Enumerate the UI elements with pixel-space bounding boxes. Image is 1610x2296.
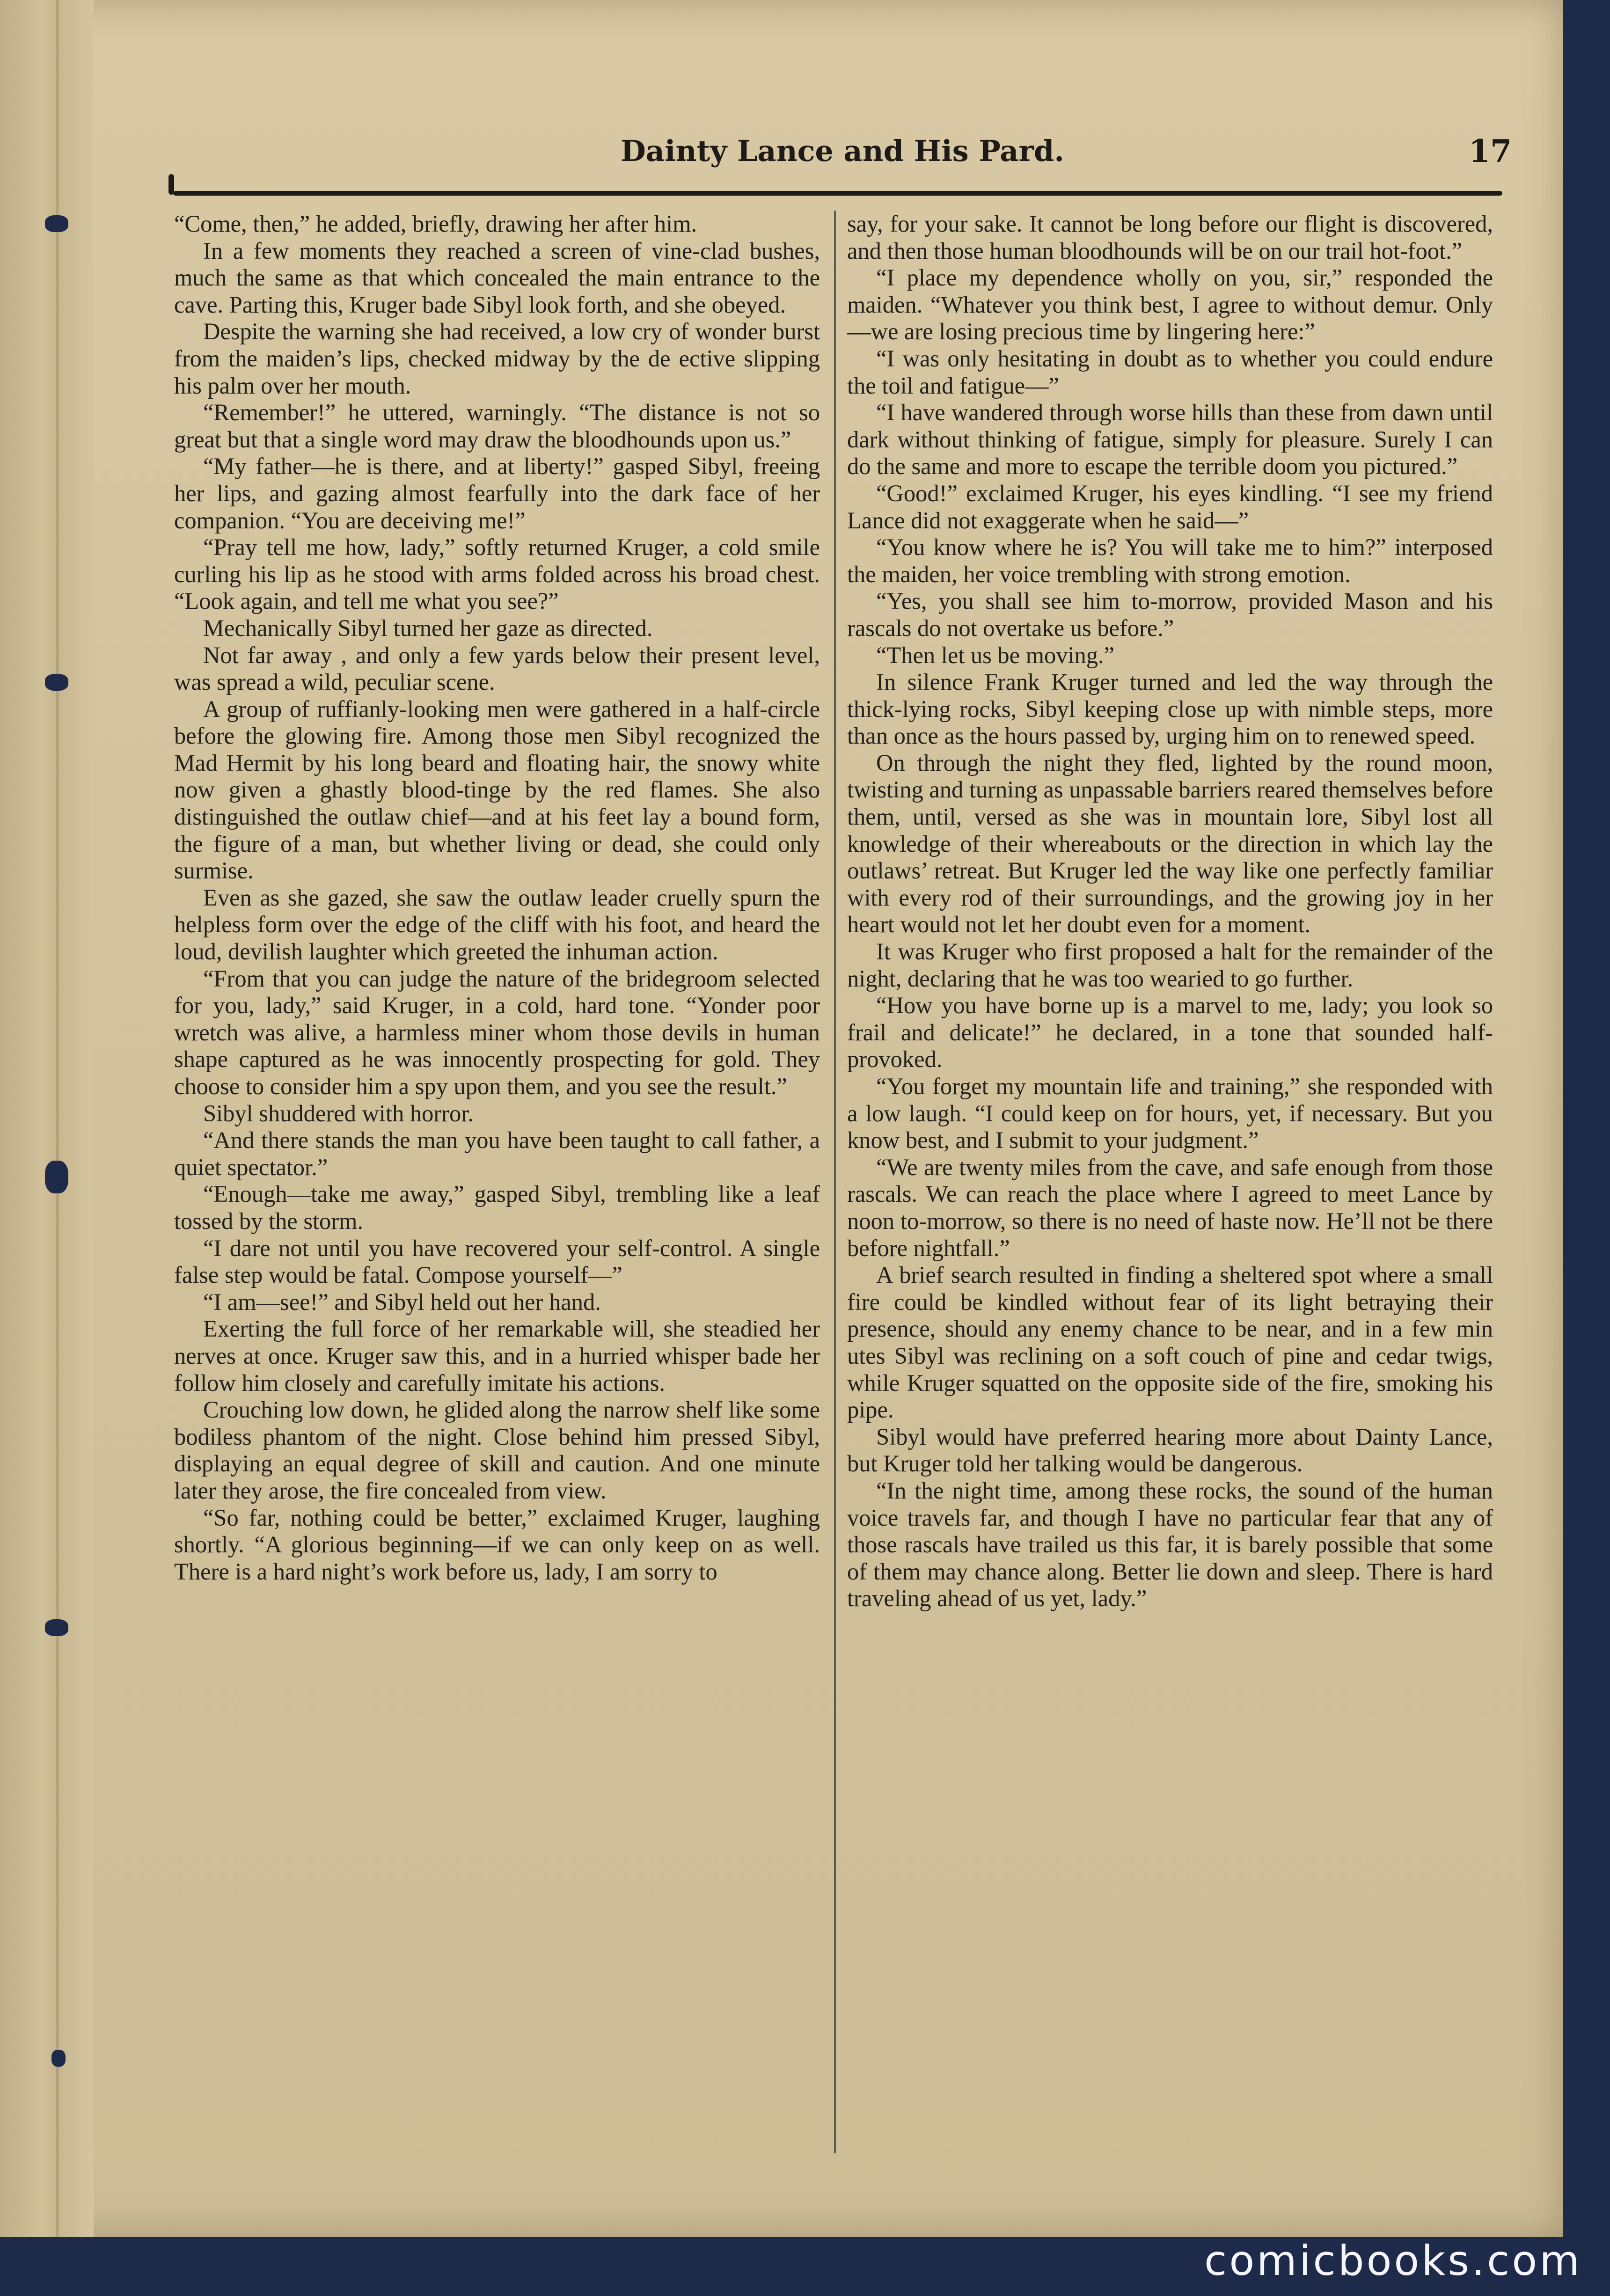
paragraph: Not far away , and only a few yards below their present level, was spread a wild, peculiar scene.	[174, 642, 820, 695]
binding-stitch-hole	[51, 2050, 66, 2067]
paragraph: A group of ruffianly-looking men were gathered in a half-circle before the glowing fire. Among those men Sibyl recognized the Mad Hermit by his long beard and floating hair, the snowy white now given a ghastly blood-tinge by the red flames. She also distinguished the outlaw chief—and at his feet lay a bound form, the figure of a man, but whether living or dead, she could only surmise.	[174, 695, 820, 884]
site-watermark: comicbooks.com	[1204, 2237, 1582, 2285]
paragraph: Exerting the full force of her remarkable will, she steadied her nerves at once. Kruger saw this, and in a hurried whisper bade her follow him closely and carefully imitate his actions.	[174, 1316, 820, 1396]
paragraph: “I was only hesitating in doubt as to whether you could endure the toil and fatigue—”	[847, 345, 1493, 399]
column-divider	[834, 211, 836, 2153]
paragraph: “I place my dependence wholly on you, sir,” responded the maiden. “Whatever you think best, I agree to without demur. Only—we are losing precious time by lingering here:”	[847, 264, 1493, 345]
paragraph: “So far, nothing could be better,” exclaimed Kruger, laughing shortly. “A glorious beginning—if we can only keep on as well. There is a hard night’s work before us, lady, I am sorry to	[174, 1504, 820, 1585]
binding-stitch-hole	[45, 1619, 68, 1636]
paragraph: “Pray tell me how, lady,” softly returned Kruger, a cold smile curling his lip as he stood with arms folded across his broad chest. “Look again, and tell me what you see?”	[174, 534, 820, 614]
paragraph: “We are twenty miles from the cave, and safe enough from those rascals. We can reach the place where I agreed to meet Lance by noon to-morrow, so there is no need of haste now. He’ll not be there before nightfall.”	[847, 1154, 1493, 1261]
paragraph: “I dare not until you have recovered your self-control. A single false step would be fatal. Compose yourself—”	[174, 1235, 820, 1288]
page-number: 17	[1469, 133, 1512, 169]
paragraph: Sibyl shuddered with horror.	[203, 1100, 474, 1126]
paragraph: Crouching low down, he glided along the narrow shelf like some bodiless phantom of the night. Close behind him pressed Sibyl, displaying an equal degree of skill and caution. And one minute later they arose, the fire concealed from view.	[174, 1397, 820, 1504]
paragraph: “I have wandered through worse hills than these from dawn until dark without thinking of fatigue, simply for pleasure. Surely I can do the same and more to escape the terrible doom you pictured.”	[847, 399, 1493, 480]
running-head	[168, 125, 1516, 177]
paragraph: “From that you can judge the nature of the bridegroom selected for you, lady,” said Kruger, in a cold, hard tone. “Yonder poor wretch was alive, a harmless miner whom those devils in human shape captured as he was innocently prospecting for gold. They choose to consider him a spy upon them, and you see the result.”	[174, 965, 820, 1099]
paragraph: “In the night time, among these rocks, the sound of the human voice travels far, and though I have no particular fear that any of those rascals have trailed us this far, it is barely possible that some of them may chance along. Better lie down and sleep. There is hard traveling ahead of us yet, lady.”	[847, 1477, 1493, 1612]
paragraph: Sibyl would have preferred hearing more about Dainty Lance, but Kruger told her talking would be dangerous.	[847, 1423, 1493, 1477]
paragraph: “You know where he is? You will take me to him?” interposed the maiden, her voice trembling with strong emotion.	[847, 534, 1493, 587]
paragraph: say, for your sake. It cannot be long before our flight is discovered, and then those human bloodhounds will be on our trail hot-foot.”	[847, 211, 1493, 264]
paragraph: “My father—he is there, and at liberty!” gasped Sibyl, freeing her lips, and gazing almost fearfully into the dark face of her companion. “You are deceiving me!”	[174, 453, 820, 534]
binding-stitch-hole	[45, 1161, 68, 1193]
binding-crease	[56, 0, 59, 2237]
paragraph: “I am—see!” and Sibyl held out her hand.	[203, 1288, 601, 1315]
paragraph: A brief search resulted in finding a sheltered spot where a small fire could be kindled without fear of its light betraying their presence, should any enemy chance to be near, and in a few min utes Sibyl was reclining on a soft couch of pine and cedar twigs, while Kruger squatted on the opposite side of the fire, smoking his pipe.	[847, 1262, 1493, 1423]
paragraph: Despite the warning she had received, a low cry of wonder burst from the maiden’s lips, checked midway by the de ective slipping his palm over her mouth.	[174, 318, 820, 399]
running-title: Dainty Lance and His Pard.	[621, 134, 1064, 168]
paragraph: Mechanically Sibyl turned her gaze as directed.	[203, 614, 653, 641]
paragraph: “Come, then,” he added, briefly, drawing her after him.	[174, 211, 697, 237]
paragraph: “Good!” exclaimed Kruger, his eyes kindling. “I see my friend Lance did not exaggerate when he said—”	[847, 480, 1493, 534]
paragraph: Even as she gazed, she saw the outlaw leader cruelly spurn the helpless form over the edge of the cliff with his foot, and heard the loud, devilish laughter which greeted the inhuman action.	[174, 884, 820, 965]
paragraph: “Yes, you shall see him to-morrow, provided Mason and his rascals do not overtake us before.”	[847, 588, 1493, 641]
paragraph: “And there stands the man you have been taught to call father, a quiet spectator.”	[174, 1127, 820, 1180]
paragraph: “Enough—take me away,” gasped Sibyl, trembling like a leaf tossed by the storm.	[174, 1181, 820, 1234]
right-text-column	[847, 211, 1493, 1612]
binding-stitch-hole	[45, 215, 68, 232]
paragraph: On through the night they fled, lighted by the round moon, twisting and turning as unpassable barriers reared themselves before them, until, versed as she was in mountain lore, Sibyl lost all knowledge of their whereabouts or the direction in which lay the outlaws’ retreat. But Kruger led the way like one perfectly familiar with every rod of their surroundings, and the growing joy in her heart would not let her doubt even for a moment.	[847, 749, 1493, 938]
paragraph: “Then let us be moving.”	[876, 642, 1115, 668]
paragraph: It was Kruger who first proposed a halt for the remainder of the night, declaring that he was too wearied to go further.	[847, 938, 1493, 992]
paragraph: “How you have borne up is a marvel to me, lady; you look so frail and delicate!” he declared, in a tone that sounded half-provoked.	[847, 992, 1493, 1073]
head-rule	[173, 191, 1502, 196]
paragraph: In silence Frank Kruger turned and led the way through the thick-lying rocks, Sibyl keeping close up with nimble steps, more than once as the hours passed by, urging him on to renewed speed.	[847, 669, 1493, 749]
page-binding	[0, 0, 94, 2237]
left-text-column	[174, 211, 820, 1585]
binding-stitch-hole	[45, 674, 68, 691]
paragraph: “You forget my mountain life and training,” she responded with a low laugh. “I could keep on for hours, yet, if necessary. But you know best, and I submit to your judgment.”	[847, 1073, 1493, 1154]
paragraph: “Remember!” he uttered, warningly. “The distance is not so great but that a single word may draw the bloodhounds upon us.”	[174, 399, 820, 453]
paragraph: In a few moments they reached a screen of vine-clad bushes, much the same as that which concealed the main entrance to the cave. Parting this, Kruger bade Sibyl look forth, and she obeyed.	[174, 237, 820, 318]
